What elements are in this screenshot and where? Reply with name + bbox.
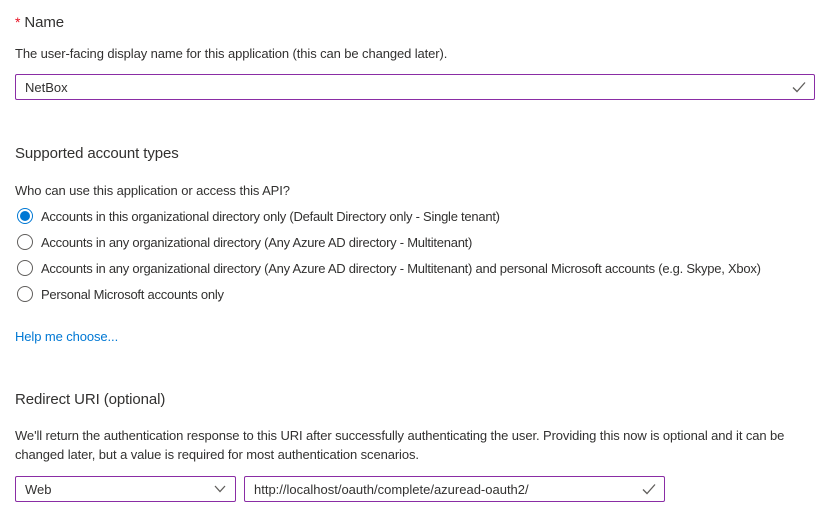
account-types-radio-group	[15, 203, 815, 307]
radio-option-label: Accounts in any organizational directory (Any Azure AD directory - Multitenant)	[41, 234, 473, 250]
redirect-uri-description: We'll return the authentication response to this URI after successfully authenticating the user. Providing this now is optional and it can be changed later, but a value is required for most authentication scenarios.	[15, 428, 785, 462]
name-label: Name	[24, 14, 64, 31]
redirect-uri-heading: Redirect URI (optional)	[15, 391, 166, 408]
radio-option-single-tenant[interactable]	[15, 203, 815, 229]
help-me-choose-link[interactable]: Help me choose...	[15, 329, 119, 344]
account-types-heading: Supported account types	[15, 145, 179, 162]
redirect-uri-row	[15, 476, 815, 502]
required-asterisk: *	[15, 14, 21, 30]
radio-option-multitenant-personal[interactable]	[15, 255, 815, 281]
radio-option-personal-only[interactable]	[15, 281, 815, 307]
platform-select-value: Web	[25, 481, 52, 497]
radio-option-label: Accounts in any organizational directory (Any Azure AD directory - Multitenant) and personal Microsoft accounts (e.g. Skype, Xbox)	[41, 260, 761, 276]
name-description: The user-facing display name for this application (this can be changed later).	[15, 46, 448, 61]
uri-input-wrap	[244, 476, 665, 502]
name-section-heading	[15, 12, 815, 33]
radio-button-icon[interactable]	[17, 208, 33, 224]
radio-button-icon[interactable]	[17, 286, 33, 302]
radio-option-label: Personal Microsoft accounts only	[41, 286, 224, 302]
account-types-question: Who can use this application or access this API?	[15, 183, 290, 198]
name-input-wrap	[15, 74, 815, 100]
radio-option-multitenant[interactable]	[15, 229, 815, 255]
radio-button-icon[interactable]	[17, 234, 33, 250]
radio-button-icon[interactable]	[17, 260, 33, 276]
chevron-down-icon	[214, 485, 226, 493]
name-input[interactable]	[15, 74, 815, 100]
radio-option-label: Accounts in this organizational directory only (Default Directory only - Single tenant)	[41, 208, 500, 224]
redirect-uri-input[interactable]	[244, 476, 665, 502]
platform-select[interactable]	[15, 476, 236, 502]
